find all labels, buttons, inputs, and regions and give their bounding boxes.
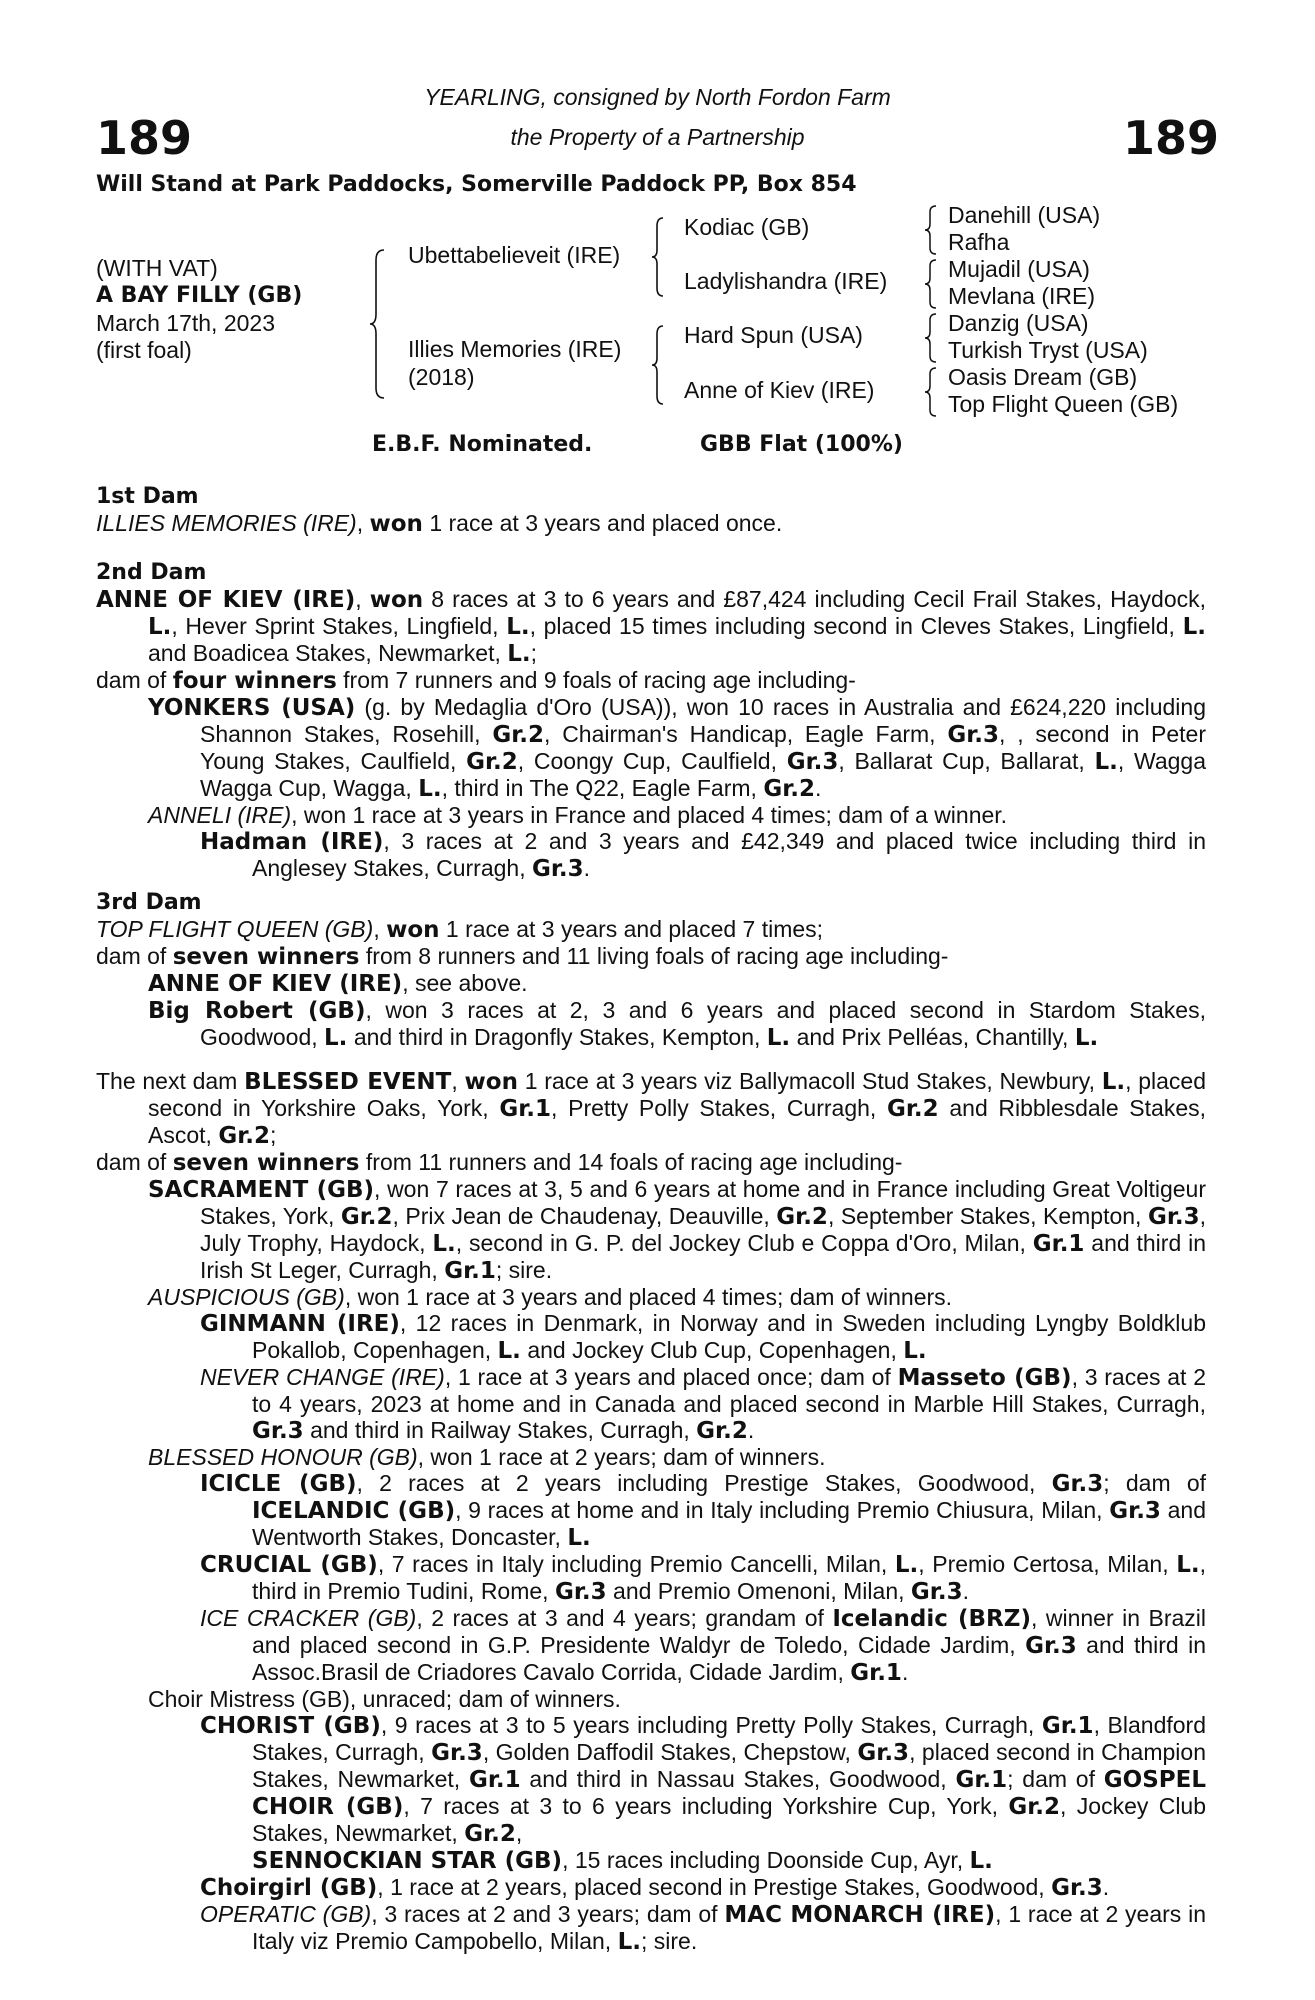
horse-name: ANNELI (IRE) xyxy=(148,802,292,828)
second-dam-title: 2nd Dam xyxy=(96,560,207,585)
grade: Gr.2 xyxy=(464,1821,516,1847)
listed: L. xyxy=(1094,749,1118,775)
stand-location: Will Stand at Park Paddocks, Somerville Paddock PP, Box 854 xyxy=(96,172,857,197)
grade: Gr.3 xyxy=(1147,1204,1200,1230)
text: and Jockey Club Cup, Copenhagen, xyxy=(520,1337,904,1363)
text: , winner in Brazil and placed second in G.P. Presidente Waldyr de Toledo, Cidade Jardim, xyxy=(252,1605,1206,1658)
grade: Gr.3 xyxy=(1051,1875,1103,1901)
text: , placed 15 times including second in Cleves Stakes, Lingfield, xyxy=(529,613,1183,639)
text: , 7 races in Italy including Premio Cancelli, Milan, xyxy=(377,1551,895,1577)
listed: L. xyxy=(324,1025,348,1051)
text: (g. by Medaglia d'Oro (USA)), won 10 races in Australia and £624,220 including Shannon Stakes, Rosehill, xyxy=(200,694,1206,747)
next-dam-record: The next dam BLESSED EVENT, won 1 race at 3 years viz Ballymacoll Stud Stakes, Newbury, L., placed second in Yorkshire Oaks, York, Gr.1, Pretty Polly Stakes, Curragh, Gr.2 and Ribblesdale Stakes, Ascot, Gr.2; xyxy=(96,1068,1207,1149)
listed: L. xyxy=(617,1929,641,1955)
text: 8 races at 3 to 6 years and £87,424 including Cecil Frail Stakes, Haydock, xyxy=(423,586,1207,612)
text: from 11 runners and 14 foals of racing age including- xyxy=(359,1149,903,1175)
text: , won 1 race at 3 years and placed 4 times; dam of winners. xyxy=(344,1284,953,1310)
text: , Ballarat Cup, Ballarat, xyxy=(838,748,1095,774)
text: , 1 race at 2 years in Italy viz Premio Campobello, Milan, xyxy=(252,1901,1206,1954)
text: , 3 races at 2 to 4 years, 2023 at home and in Canada and placed second in Marble Hill Stakes, Curragh, xyxy=(252,1364,1206,1417)
grade: Gr.1 xyxy=(444,1258,496,1284)
won-label: won xyxy=(464,1069,518,1095)
text: ; sire. xyxy=(640,1928,698,1954)
gbb-flat: GBB Flat (100%) xyxy=(700,432,903,457)
ginmann-record xyxy=(96,1310,1206,1364)
text: , won 1 race at 3 years in France and placed 4 times; dam of a winner. xyxy=(291,802,1008,828)
crucial-record: CRUCIAL (GB), 7 races in Italy including Premio Cancelli, Milan, L., Premio Certosa, Milan, L., third in Premio Tudini, Rome, Gr.3 and Premio Omenoni, Milan, Gr.3. xyxy=(200,1551,1206,1605)
text: ; dam of xyxy=(1007,1766,1104,1792)
text: from 8 runners and 11 living foals of racing age including- xyxy=(359,943,949,969)
horse-name: CRUCIAL (GB) xyxy=(200,1552,378,1578)
grade: Gr.2 xyxy=(696,1418,748,1444)
won-label: won xyxy=(369,587,424,613)
text: dam of xyxy=(96,667,173,693)
gg-dam-2: Mevlana (IRE) xyxy=(948,283,1095,309)
grade: Gr.3 xyxy=(1051,1471,1104,1497)
listed: L. xyxy=(1101,1069,1126,1095)
brace-dam xyxy=(650,324,666,406)
sacrament-record xyxy=(96,1176,1206,1284)
gg-dam-4: Top Flight Queen (GB) xyxy=(948,391,1179,417)
grade: Gr.3 xyxy=(531,856,584,882)
dam-name: Illies Memories (IRE) xyxy=(408,336,622,362)
text: , placed second in Champion Stakes, Newmarket, xyxy=(252,1739,1206,1792)
brace-dd xyxy=(924,366,938,418)
listed: L. xyxy=(567,1525,591,1551)
grade: Gr.2 xyxy=(776,1204,828,1230)
grade: Gr.2 xyxy=(218,1123,270,1149)
text: , won 7 races at 3, 5 and 6 years at home and in France including Great Voltigeur Stakes, York, xyxy=(200,1176,1206,1229)
horse-name: Choirgirl (GB) xyxy=(200,1875,378,1901)
text: , 3 races at 2 and 3 years; dam of xyxy=(371,1901,725,1927)
horse-name: Big Robert (GB) xyxy=(148,998,366,1024)
grade: Gr.1 xyxy=(468,1767,521,1793)
text: ; dam of xyxy=(1103,1470,1207,1496)
text: , 12 races in Denmark, in Norway and in Sweden including Lyngby Boldklub Pokallob, Copenhagen, xyxy=(252,1310,1206,1363)
listed: L. xyxy=(1176,1552,1200,1578)
text: , Golden Daffodil Stakes, Chepstow, xyxy=(482,1739,858,1765)
operatic-record xyxy=(96,1901,1206,1955)
text: 1 race at 3 years viz Ballymacoll Stud Stakes, Newbury, xyxy=(517,1068,1102,1094)
horse-name: SACRAMENT (GB) xyxy=(148,1177,375,1203)
grade: Gr.2 xyxy=(886,1096,939,1122)
horse-name: Icelandic (BRZ) xyxy=(832,1606,1031,1632)
gg-dam-3: Turkish Tryst (USA) xyxy=(948,337,1148,363)
text: , second in G. P. del Jockey Club e Coppa d'Oro, Milan, xyxy=(455,1230,1033,1256)
text: , Wagga Wagga Cup, Wagga, xyxy=(200,748,1206,801)
brace-sd xyxy=(924,258,938,310)
property-line: the Property of a Partnership xyxy=(510,124,805,150)
text: and Wentworth Stakes, Doncaster, xyxy=(252,1497,1206,1550)
text: , 3 races at 2 and 3 years and £42,349 and placed twice including third in Anglesey Stakes, Curragh, xyxy=(252,828,1206,881)
horse-name: Masseto (GB) xyxy=(897,1365,1072,1391)
icicle-record xyxy=(96,1470,1206,1551)
sire-dam: Ladylishandra (IRE) xyxy=(684,268,888,294)
dam-year: (2018) xyxy=(408,364,475,390)
third-dam-title: 3rd Dam xyxy=(96,890,202,915)
listed: L. xyxy=(1182,614,1206,640)
dam-sire: Hard Spun (USA) xyxy=(684,322,863,348)
text: , 9 races at home and in Italy including Premio Chiusura, Milan, xyxy=(455,1497,1110,1523)
grade: Gr.2 xyxy=(763,776,816,802)
choir-mistress-record: Choir Mistress (GB), unraced; dam of winners. xyxy=(148,1686,621,1712)
horse-name: SENNOCKIAN STAR (GB) xyxy=(252,1848,563,1874)
text: , 7 races at 3 to 6 years including Yorkshire Cup, York, xyxy=(403,1793,1009,1819)
listed: L. xyxy=(497,1338,521,1364)
anne-record xyxy=(96,970,1206,997)
horse-name: Hadman (IRE) xyxy=(200,829,384,855)
horse-name: YONKERS (USA) xyxy=(148,695,356,721)
grade: Gr.1 xyxy=(1032,1231,1085,1257)
third-dam-name: TOP FLIGHT QUEEN (GB) xyxy=(96,916,374,942)
horse-name: A BAY FILLY (GB) xyxy=(96,283,303,308)
listed: L. xyxy=(506,614,530,640)
horse-name: OPERATIC (GB) xyxy=(200,1901,372,1927)
listed: L. xyxy=(418,776,442,802)
grade: Gr.3 xyxy=(1025,1633,1077,1659)
grade: Gr.1 xyxy=(850,1660,902,1686)
yonkers-record: YONKERS (USA) (g. by Medaglia d'Oro (USA)), won 10 races in Australia and £624,220 including Shannon Stakes, Rosehill, Gr.2, Chairman's Handicap, Eagle Farm, Gr.3, , second in Peter Young Stakes, Caulfield, Gr.2, Coongy Cup, Caulfield, Gr.3, Ballarat Cup, Ballarat, L., Wagga Wagga Cup, Wagga, L., third in The Q22, Eagle Farm, Gr.2. xyxy=(148,694,1206,802)
next-dam-section xyxy=(96,1068,1206,1955)
gg-sire-3: Danzig (USA) xyxy=(948,310,1089,336)
text: , Premio Certosa, Milan, xyxy=(918,1551,1177,1577)
chorist-record xyxy=(96,1712,1206,1874)
text: and third in Railway Stakes, Curragh, xyxy=(303,1417,697,1443)
text: , 1 race at 2 years, placed second in Prestige Stakes, Goodwood, xyxy=(377,1874,1052,1900)
text: , Chairman's Handicap, Eagle Farm, xyxy=(544,721,948,747)
text: and third in Dragonfly Stakes, Kempton, xyxy=(347,1024,767,1050)
text: and Prix Pelléas, Chantilly, xyxy=(790,1024,1075,1050)
text: , 2 races at 3 and 4 years; grandam of xyxy=(416,1605,833,1631)
second-dam-section xyxy=(96,560,1206,882)
grade: Gr.1 xyxy=(955,1767,1008,1793)
ice-cracker-record: ICE CRACKER (GB), 2 races at 3 and 4 years; grandam of Icelandic (BRZ), winner in Brazil and placed second in G.P. Presidente Waldyr de Toledo, Cidade Jardim, Gr.3 and third in Assoc.Brasil de Criadores Cavalo Corrida, Cidade Jardim, Gr.1. xyxy=(200,1605,1206,1686)
gg-sire-4: Oasis Dream (GB) xyxy=(948,364,1138,390)
listed: L. xyxy=(903,1338,927,1364)
text: , Coongy Cup, Caulfield, xyxy=(517,748,787,774)
grade: Gr.3 xyxy=(947,722,1000,748)
listed: L. xyxy=(766,1025,791,1051)
next-dam-name: BLESSED EVENT xyxy=(244,1069,452,1095)
horse-name: BLESSED HONOUR (GB) xyxy=(148,1444,418,1470)
sire-sire: Kodiac (GB) xyxy=(684,214,810,240)
text: , won 1 race at 2 years; dam of winners. xyxy=(417,1444,826,1470)
horse-name: ICELANDIC (GB) xyxy=(252,1498,456,1524)
grade: Gr.3 xyxy=(910,1579,963,1605)
brace-sire xyxy=(650,216,666,298)
text: , July Trophy, Haydock, xyxy=(200,1203,1207,1256)
consignor-line: YEARLING, consigned by North Fordon Farm xyxy=(424,84,891,110)
text: , placed second in Yorkshire Oaks, York, xyxy=(148,1068,1207,1121)
horse-name: GINMANN (IRE) xyxy=(200,1311,400,1337)
text: ; xyxy=(530,640,538,666)
date-of-birth: March 17th, 2023 xyxy=(96,310,276,336)
gg-sire-1: Danehill (USA) xyxy=(948,202,1101,228)
dam-dam: Anne of Kiev (IRE) xyxy=(684,377,875,403)
ebf-nominated: E.B.F. Nominated. xyxy=(372,432,593,457)
text: , Blandford Stakes, Curragh, xyxy=(252,1712,1206,1765)
sire-name: Ubettabelieveit (IRE) xyxy=(408,242,621,268)
grade: Gr.3 xyxy=(431,1740,483,1766)
text: and Boadicea Stakes, Newmarket, xyxy=(148,640,508,666)
lot-number-left: 189 xyxy=(96,111,193,165)
listed: L. xyxy=(507,641,531,667)
text: dam of xyxy=(96,943,173,969)
text: , xyxy=(515,1820,523,1846)
horse-name: MAC MONARCH (IRE) xyxy=(724,1902,996,1928)
horse-name: NEVER CHANGE (IRE) xyxy=(200,1364,445,1390)
listed: L. xyxy=(894,1552,919,1578)
horse-name: CHORIST (GB) xyxy=(200,1713,381,1739)
first-dam-name: ILLIES MEMORIES (IRE) xyxy=(96,510,357,536)
text: , see above. xyxy=(402,970,528,996)
text: , Pretty Polly Stakes, Curragh, xyxy=(551,1095,887,1121)
text: and Premio Omenoni, Milan, xyxy=(606,1578,911,1604)
gg-dam-1: Rafha xyxy=(948,229,1010,255)
horse-name: ANNE OF KIEV (IRE) xyxy=(148,971,403,997)
first-dam-title: 1st Dam xyxy=(96,484,199,509)
bigrobert-record xyxy=(96,997,1206,1051)
text: , 2 races at 2 years including Prestige Stakes, Goodwood, xyxy=(356,1470,1052,1496)
text: 1 race at 3 years and placed 7 times; xyxy=(439,916,824,942)
grade: Gr.3 xyxy=(857,1740,910,1766)
vat-note: (WITH VAT) xyxy=(96,255,218,281)
anneli-record xyxy=(96,802,1206,828)
lot-number-right: 189 xyxy=(1122,111,1219,165)
horse-name: ICICLE (GB) xyxy=(200,1471,357,1497)
first-dam-text: 1 race at 3 years and placed once. xyxy=(422,510,783,536)
text: and third in Irish St Leger, Curragh, xyxy=(200,1230,1206,1283)
grade: Gr.3 xyxy=(252,1418,304,1444)
winners-count: seven winners xyxy=(172,1150,360,1176)
listed: L. xyxy=(1074,1025,1099,1051)
text: , won 3 races at 2, 3 and 6 years and placed second in Stardom Stakes, Goodwood, xyxy=(200,997,1206,1050)
grade: Gr.2 xyxy=(492,722,545,748)
second-dam-record: ANNE OF KIEV (IRE), won 8 races at 3 to 6 years and £87,424 including Cecil Frail Stakes, Haydock, L., Hever Sprint Stakes, Lingfield, L., placed 15 times including second in Cleves Stakes, Lingfield, L. and Boadicea Stakes, Newmarket, L.; xyxy=(96,586,1207,667)
winners-count: seven winners xyxy=(172,944,360,970)
grade: Gr.2 xyxy=(340,1204,393,1230)
listed: L. xyxy=(969,1848,993,1874)
grade: Gr.3 xyxy=(554,1579,607,1605)
horse-name: ICE CRACKER (GB) xyxy=(200,1605,417,1631)
winners-count: four winners xyxy=(172,668,337,694)
text: , second in Peter Young Stakes, Caulfield, xyxy=(200,721,1206,774)
text: , Jockey Club Stakes, Newmarket, xyxy=(252,1793,1207,1846)
grade: Gr.3 xyxy=(1109,1498,1161,1524)
horse-name: AUSPICIOUS (GB) xyxy=(148,1284,345,1310)
text: , 1 race at 3 years and placed once; dam of xyxy=(444,1364,898,1390)
text: , third in The Q22, Eagle Farm, xyxy=(441,775,764,801)
first-dam-section: 1st Dam ILLIES MEMORIES (IRE), won 1 race at 3 years and placed once. xyxy=(96,484,1206,537)
listed: L. xyxy=(148,614,172,640)
won-label: won xyxy=(386,917,440,943)
never-change-record: NEVER CHANGE (IRE), 1 race at 3 years and placed once; dam of Masseto (GB), 3 races at 2 to 4 years, 2023 at home and in Canada and placed second in Marble Hill Stakes, Curragh, Gr.3 and third in Railway Stakes, Curragh, Gr.2. xyxy=(200,1364,1206,1444)
blessed-honour-record xyxy=(96,1444,1206,1470)
text: , September Stakes, Kempton, xyxy=(827,1203,1148,1229)
grade: Gr.3 xyxy=(786,749,839,775)
second-dam-name: ANNE OF KIEV (IRE) xyxy=(96,587,356,613)
text: and third in Nassau Stakes, Goodwood, xyxy=(520,1766,956,1792)
third-dam-section: 3rd Dam TOP FLIGHT QUEEN (GB), won 1 race at 3 years and placed 7 times; dam of seven winners from 8 runners and 11 living foals of racing age including- ANNE OF KIEV (IRE), see above. Big Robert (GB), won 3 races at 2, 3 and 6 years and placed second in Stardom Stakes, Goodwood, L. and third in Dragonfly Stakes, Kempton, L. and Prix Pelléas, Chantilly, L. xyxy=(96,890,1206,1051)
brace-main xyxy=(368,248,388,400)
text: from 7 runners and 9 foals of racing age including- xyxy=(336,667,856,693)
won-label: won xyxy=(369,511,423,537)
text: , Prix Jean de Chaudenay, Deauville, xyxy=(392,1203,777,1229)
text: and third in Assoc.Brasil de Criadores Cavalo Corrida, Cidade Jardim, xyxy=(252,1632,1206,1685)
grade: Gr.2 xyxy=(466,749,518,775)
text: , third in Premio Tudini, Rome, xyxy=(252,1551,1206,1604)
brace-ds xyxy=(924,312,938,364)
listed: L. xyxy=(432,1231,456,1257)
brace-ss xyxy=(924,204,938,256)
gg-sire-2: Mujadil (USA) xyxy=(948,256,1090,282)
horse-name: GOSPEL CHOIR (GB) xyxy=(252,1767,1207,1820)
text: The next dam xyxy=(96,1068,245,1094)
grade: Gr.2 xyxy=(1008,1794,1061,1820)
text: , 15 races including Doonside Cup, Ayr, xyxy=(562,1847,970,1873)
hadman-record: Hadman (IRE), 3 races at 2 and 3 years and £42,349 and placed twice including third in Anglesey Stakes, Curragh, Gr.3. xyxy=(200,828,1206,882)
grade: Gr.1 xyxy=(499,1096,552,1122)
foal-note: (first foal) xyxy=(96,337,192,363)
dam-of-line xyxy=(96,667,1206,694)
text: and Ribblesdale Stakes, Ascot, xyxy=(148,1095,1206,1148)
text: dam of xyxy=(96,1149,173,1175)
text: ; sire. xyxy=(495,1257,553,1283)
grade: Gr.1 xyxy=(1041,1713,1094,1739)
choirgirl-record: Choirgirl (GB), 1 race at 2 years, placed second in Prestige Stakes, Goodwood, Gr.3. xyxy=(200,1874,1110,1901)
text: , 9 races at 3 to 5 years including Pretty Polly Stakes, Curragh, xyxy=(380,1712,1042,1738)
auspicious-record xyxy=(96,1284,1206,1310)
text: , Hever Sprint Stakes, Lingfield, xyxy=(171,613,507,639)
